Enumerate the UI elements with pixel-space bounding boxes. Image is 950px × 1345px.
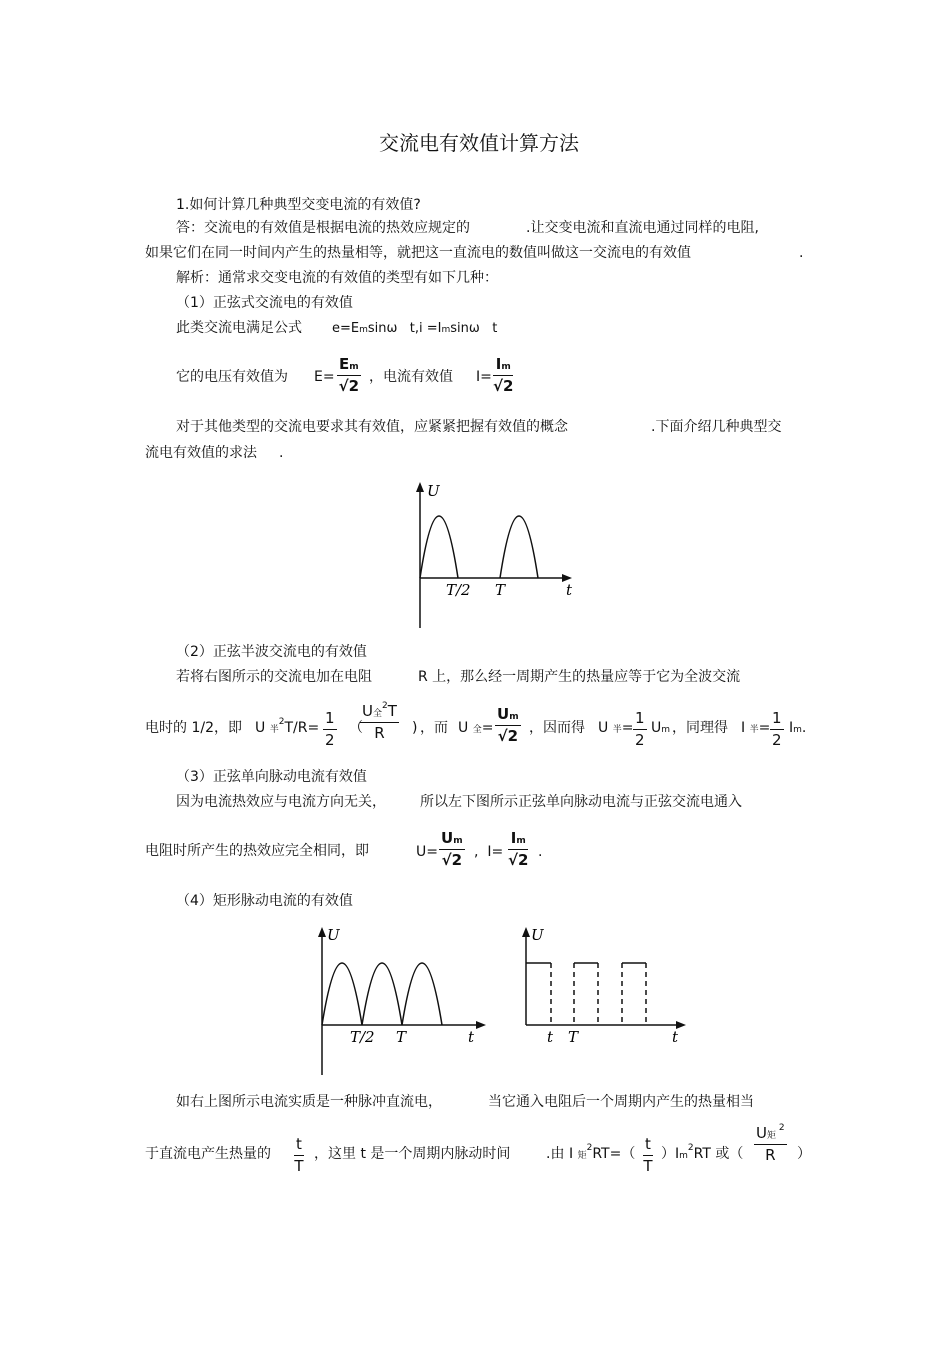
question-1: 1.如何计算几种典型交变电流的有效值?: [176, 197, 421, 213]
answer-line-2b: .: [799, 245, 804, 261]
graph1-t2-label: T/2: [446, 581, 471, 599]
s3-line-1b: 所以左下图所示正弦单向脉动电流与正弦交流电通入: [420, 794, 742, 810]
analysis-line: 解析：通常求交变电流的有效值的类型有如下几种：: [176, 270, 498, 286]
s3-line-2: 电阻时所产生的热效应完全相同，即: [145, 843, 369, 859]
s1-voltage-eq: E=: [314, 369, 335, 385]
graph3-T-label: T: [568, 1028, 579, 1046]
s2-eq-half: U 半$^2$T/R=: [255, 717, 320, 736]
s1-voltage-fraction: $\frac{Em}{√2}$: [338, 355, 360, 395]
answer-line-1a: 答：交流电的有效值是根据电流的热效应规定的: [176, 220, 470, 236]
s2-frac-u: $\frac{1}{2}$: [635, 709, 645, 749]
s2-frac-i: $\frac{1}{2}$: [772, 709, 782, 749]
graph2-t-label: t: [468, 1028, 475, 1046]
s2-line-2a: 电时的 1/2，即: [145, 720, 242, 736]
s4-line-2c: .由: [546, 1146, 565, 1162]
page-title: 交流电有效值计算方法: [379, 131, 579, 155]
s2-line-2d: ，同理得: [672, 720, 728, 736]
s3-frac-u: $\frac{Um}{√2}$: [441, 829, 463, 869]
section-1-heading: （1）正弦式交流电的有效值: [176, 295, 353, 311]
graph2-T-label: T: [396, 1028, 407, 1046]
s4-eq-im: ）Im$^2$RT 或（: [661, 1143, 744, 1162]
s1-voltage-label: 它的电压有效值为: [176, 369, 288, 385]
s4-line-2b: ，这里 t 是一个周期内脉动时间: [314, 1146, 511, 1162]
graph3-t-label: t: [672, 1028, 679, 1046]
s4-paren-close: ）: [797, 1146, 811, 1162]
section-4-heading: （4）矩形脉动电流的有效值: [176, 893, 353, 909]
s2-line-1a: 若将右图所示的交流电加在电阻: [176, 669, 372, 685]
graph2-u-label: U: [327, 926, 340, 944]
s4-frac-u-rect: U矩 $^2$ R: [756, 1123, 785, 1164]
s2-im: Im.: [789, 720, 807, 736]
s2-paren-open: （: [349, 720, 363, 736]
s4-frac-tT-2: $\frac{t}{T}$: [643, 1135, 653, 1175]
section-3-heading: （3）正弦单向脉动电流有效值: [176, 769, 367, 785]
rectangular-pulse-graph: [514, 923, 694, 1075]
full-wave-graph: [308, 923, 490, 1075]
s4-eq-rect: I 矩$^2$RT=（: [569, 1143, 636, 1162]
s2-frac-half: $\frac{1}{2}$: [325, 709, 335, 749]
s2-line-2c: ，因而得: [529, 720, 585, 736]
s3-u-eq: U=: [416, 844, 438, 860]
s1-current-label: ，电流有效值: [369, 369, 453, 385]
half-wave-graph: [400, 478, 580, 630]
s3-frac-i: $\frac{Im}{√2}$: [508, 829, 529, 869]
s3-period: .: [538, 844, 543, 860]
s1-para-b: .下面介绍几种典型交: [651, 419, 782, 435]
s4-line-1b: 当它通入电阻后一个周期内产生的热量相当: [488, 1094, 754, 1110]
s2-line-1b: R 上，那么经一周期产生的热量应等于它为全波交流: [418, 669, 741, 685]
s1-current-fraction: $\frac{Im}{√2}$: [493, 355, 514, 395]
s1-para-d: .: [279, 445, 284, 461]
s2-um: Um: [651, 720, 671, 736]
answer-line-2a: 如果它们在同一时间内产生的热量相等，就把这一直流电的数值叫做这一交流电的有效值: [145, 245, 691, 261]
s1-para-c: 流电有效值的求法: [145, 445, 257, 461]
s1-formula: e=Emsinω t,i =Imsinω t: [332, 321, 498, 336]
s4-line-2a: 于直流电产生热量的: [145, 1146, 271, 1162]
s4-frac-tT: $\frac{t}{T}$: [294, 1135, 304, 1175]
graph1-t-label: t: [566, 581, 573, 599]
graph1-T-label: T: [495, 581, 506, 599]
section-2-heading: （2）正弦半波交流电的有效值: [176, 644, 367, 660]
s2-paren-close: ): [412, 720, 418, 736]
graph2-t2-label: T/2: [350, 1028, 375, 1046]
s1-current-eq: I=: [476, 369, 492, 385]
s3-i-eq: , I=: [474, 844, 504, 860]
graph1-u-label: U: [427, 482, 440, 500]
answer-line-1b: .让交变电流和直流电通过同样的电阻,: [526, 220, 759, 236]
s4-line-1a: 如右上图所示电流实质是一种脉冲直流电，: [176, 1094, 442, 1110]
s3-line-1a: 因为电流热效应与电流方向无关，: [176, 794, 386, 810]
s2-eq-i-half: I 半=: [741, 720, 771, 736]
s2-eq-u-half: U 半=: [598, 720, 634, 736]
s1-formula-intro: 此类交流电满足公式: [176, 320, 302, 336]
s2-frac-um: $\frac{Um}{√2}$: [497, 705, 519, 745]
s2-eq-full: U 全=: [458, 720, 494, 736]
s1-para-a: 对于其他类型的交流电要求其有效值，应紧紧把握有效值的概念: [176, 419, 568, 435]
graph3-u-label: U: [531, 926, 544, 944]
graph3-tsmall-label: t: [547, 1028, 554, 1046]
s2-frac-full: U全$^2$T R: [362, 701, 397, 742]
s2-line-2b: ，而: [420, 720, 448, 736]
